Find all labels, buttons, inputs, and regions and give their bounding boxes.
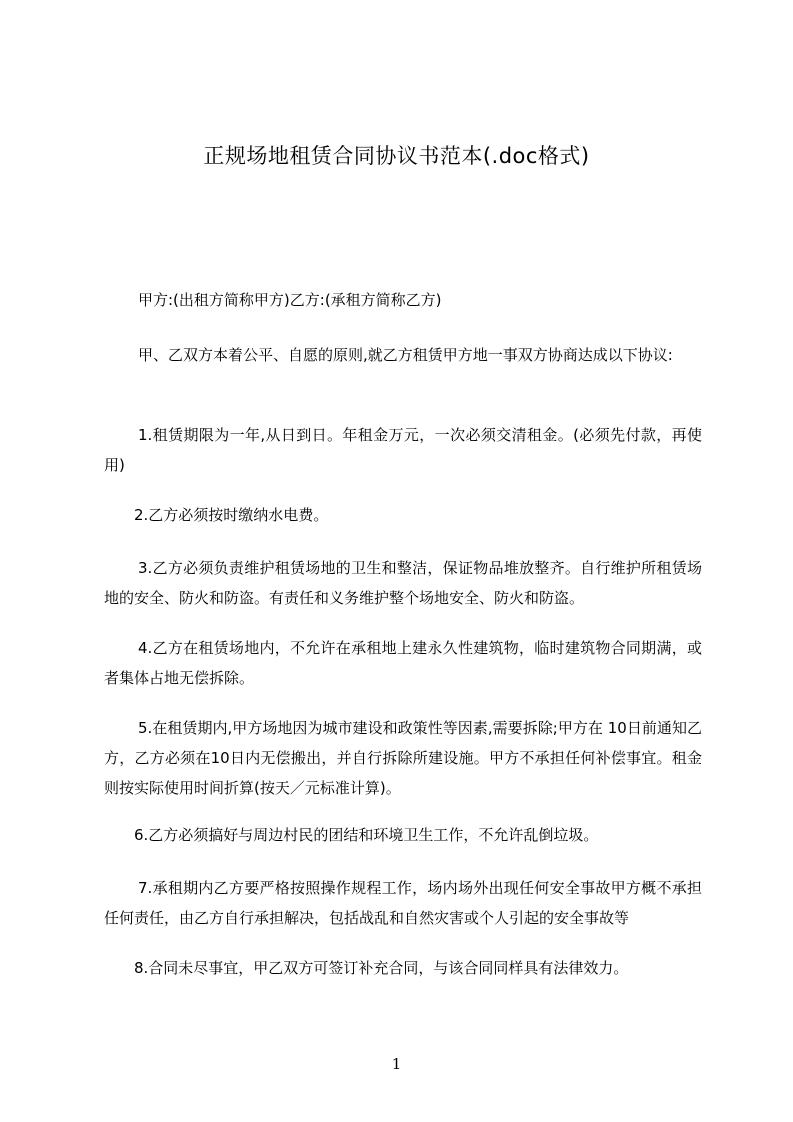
- clause-4: 4.乙方在租赁场地内，不允许在承租地上建永久性建筑物，临时建筑物合同期满，或者集体占地无偿拆除。: [104, 639, 702, 687]
- clause-1: 1.租赁期限为一年,从日到日。年租金万元，一次必须交清租金。(必须先付款，再使用): [104, 426, 702, 474]
- clause-8: 8.合同未尽事宜，甲乙双方可签订补充合同，与该合同同样具有法律效力。: [134, 959, 629, 977]
- document-title: 正规场地租赁合同协议书范本(.doc格式): [203, 144, 590, 168]
- intro-paragraph: 甲、乙双方本着公平、自愿的原则,就乙方租赁甲方地一事双方协商达成以下协议:: [138, 346, 673, 364]
- parties-line: 甲方:(出租方简称甲方)乙方:(承租方简称乙方): [138, 291, 442, 309]
- clause-6: 6.乙方必须搞好与周边村民的团结和环境卫生工作，不允许乱倒垃圾。: [134, 826, 599, 844]
- clause-3: 3.乙方必须负责维护租赁场地的卫生和整洁，保证物品堆放整齐。自行维护所租赁场地的安全、防火和防盗。有责任和义务维护整个场地安全、防火和防盗。: [104, 559, 702, 607]
- page-number: 1: [391, 1055, 402, 1073]
- clause-7: 7.承租期内乙方要严格按照操作规程工作，场内场外出现任何安全事故甲方概不承担任何责任，由乙方自行承担解决，包括战乱和自然灾害或个人引起的安全事故等: [104, 879, 702, 927]
- clause-2: 2.乙方必须按时缴纳水电费。: [134, 506, 329, 524]
- clause-5: 5.在租赁期内,甲方场地因为城市建设和政策性等因素,需要拆除;甲方在 10日前通知乙方，乙方必须在10日内无偿搬出，并自行拆除所建设施。甲方不承担任何补偿事宜。租金则按实际使用时间折算(按天／元标准计算)。: [104, 719, 702, 797]
